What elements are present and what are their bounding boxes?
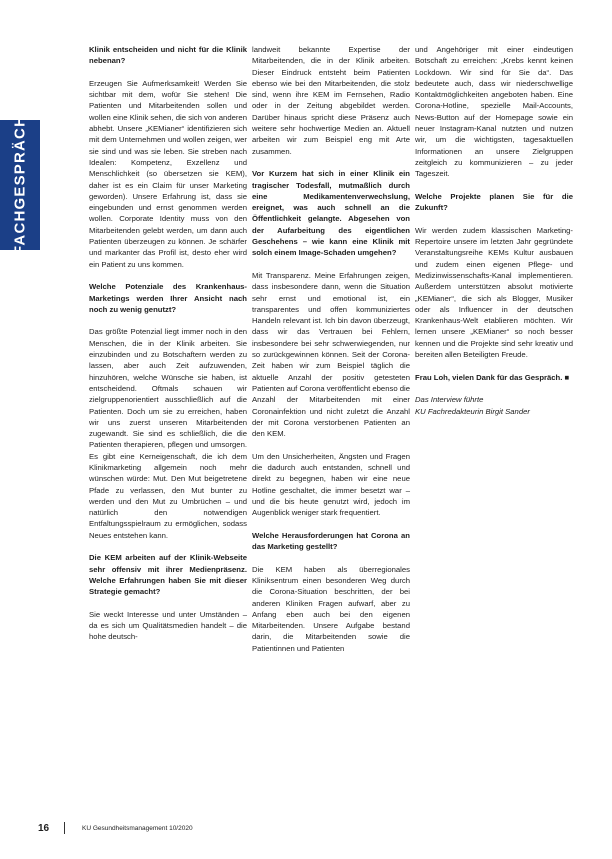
interview-question: Frau Loh, vielen Dank für das Gespräch. ■ [415, 372, 570, 382]
answer-paragraph: Erzeugen Sie Aufmerksamkeit! Werden Sie sichtbar mit dem, wofür Sie stehen! Die Patienten und Mitarbeitenden sollen und wollen eine Klinik sehen, die sich von anderen abhebt. Unsere „KEMianer“ identifizieren sich mit dem Unternehmen und wollen zeigen, wer sie sind und was sie leben. Sie streben nach Idealen: Kompetenz, Exzellenz und Menschlichkeit (so übersetzen sie KEM), daher ist es ein Claim für unser Marketing geworden). Unsere Erfahrung ist, dass sie eingebunden und ernst genommen werden wollen. Corporate Identity muss von den Mitarbeitenden gelebt werden, um dann auch Patienten überzeugen zu können. Je schärfer und markanter das Profil ist, desto eher wird ein Patient zu uns kommen. [89, 78, 247, 269]
answer-paragraph: Das größte Potenzial liegt immer noch in den Menschen, die in der Klinik arbeiten. Sie einzubinden und zu Botschaftern werden zu lassen, aber auch Zeit aufzuwenden, hinzuhören, welche Wünsche sie haben, ist entscheidend. Oftmals schauen wir zielgruppenorientiert ausschließlich auf die Patienten. Doch um sie zu erreichen, haben wir uns zuerst unseren Mitarbeitenden zugewandt. Sie sind es schließlich, die die Patienten therapieren, pflegen und umsorgen. Es gibt eine Kerneigenschaft, die ich dem Klinikmarketing allgemein noch mehr wünschen würde: Mut. Den Mut beigetretene Pfade zu verlassen, den Mut bunter zu werden und den Mut zu Umbrüchen – und natürlich den notwendigen Entfaltungsspielraum zu ermöglichen, sodass Neues entstehen kann. [89, 327, 247, 540]
interview-question: Vor Kurzem hat sich in einer Klinik ein tragischer Todesfall, mutmaßlich durch eine Medikamentenverwechslung, ereignet, was auch schnell an die Öffentlichkeit gelangte. Abgesehen von der Aufarbeitung des eigentlichen Geschehens – wie kann eine Klinik mit solch einem Image-Schaden umgehen? [252, 169, 410, 258]
article-column-3 [415, 44, 573, 417]
answer-paragraph: Mit Transparenz. Meine Erfahrungen zeigen, dass insbesondere dann, wenn die Situation sehr ernst und emotional ist, ein transparentes und offen kommuniziertes Handeln relevant ist. Ich bin davon überzeugt, dass wir das Vertrauen bei Fehlern, insbesondere bei sehr schwerwiegenden, nur so zurückgewinnen können. Seit der Corona-Zeit haben wir zum Beispiel täglich die aktuelle Anzahl der positiv getesteten Patienten auf Corona veröffentlicht ebenso die Anzahl der Mitarbeitenden mit einer Coronainfektion und nicht zuletzt die Anzahl der mit Corona verstorbenen Patienten an den KEM. [252, 270, 410, 439]
publication-source: KU Gesundheitsmanagement 10/2020 [82, 825, 193, 832]
answer-paragraph: und Angehöriger mit einer eindeutigen Botschaft zu erreichen: „Krebs kennt keinen Lockdown. Wir sind für Sie da“. Das bedeutete auch, dass wir niederschwellige Kontaktmöglichkeiten angeboten haben. Eine Corona-Hotline, spezielle Mail-Accounts, News-Button auf der Homepage sowie ein neuer Instagram-Kanal nutzten und nutzen wir, um die wichtigsten, tagesaktuellen Informationen an unsere Zielgruppen zeitgleich zu kommunizieren – zu jeder Tageszeit. [415, 45, 573, 179]
interview-question: Die KEM arbeiten auf der Klinik-Webseite sehr offensiv mit ihrer Medienpräsenz. Welche Erfahrungen haben Sie mit dieser Strategie gemacht? [89, 553, 247, 597]
page-footer [0, 820, 612, 840]
section-tab [0, 114, 40, 256]
interview-credit: KU Fachredakteurin Birgit Sander [415, 406, 530, 416]
interview-question: Klinik entscheiden und nicht für die Klinik nebenan? [89, 45, 247, 66]
footer-divider [64, 822, 65, 834]
interview-question: Welche Projekte planen Sie für die Zukunft? [415, 191, 573, 213]
answer-paragraph: landweit bekannte Expertise der Mitarbeitenden, die in der Klinik arbeiten. Dieser Eindruck entsteht beim Patienten ebenso wie bei den Mitarbeitenden, die stolz sind, wenn ihre KEM im Fernsehen, Radio oder in der Zeitung abgebildet werden. Darüber hinaus spricht diese Präsenz auch weitere sehr hochwertige Medien an. Aktuell arbeiten wir zum Beispiel eng mit Arte zusammen. [252, 45, 410, 156]
interview-question: Welche Herausforderungen hat Corona an das Marketing gestellt? [252, 530, 410, 552]
page-number: 16 [38, 823, 50, 834]
answer-paragraph: Sie weckt Interesse und unter Umständen – da es sich um Qualitätsmedien handelt – die hohe deutsch- [89, 609, 247, 642]
section-tab-label: FACHGESPRÄCH [11, 114, 29, 256]
article-column-1 [89, 44, 247, 654]
article-column-2 [252, 44, 410, 665]
answer-paragraph: Um den Unsicherheiten, Ängsten und Fragen die dadurch auch entstanden, schnell und direkt zu begegnen, haben wir eine neue Hotline geschaltet, die immer besetzt war – und die bis heute genutzt wird, jedoch im Augenblick weniger stark frequentiert. [252, 451, 410, 518]
interview-credit: Das Interview führte [415, 395, 484, 405]
answer-paragraph: Wir werden zudem klassischen Marketing-Repertoire unsere im letzten Jahr gegründete Veranstaltungsreihe KEMs Kultur ausbauen und zudem einen eigenen Pflege- und Medizinwissenschafts-Kanal implementieren. Außerdem unterstützen absolut motivierte „KEMianer“, die sich als Blogger, Musiker oder als Influencer in der deutschen Krankenhaus-Welt etablieren möchten. Wir lernen unsere „KEMianer“ so noch besser kennen und die Projekte sind sehr kreativ und bereiten allen Beteiligten Freude. [415, 225, 573, 360]
interview-question: Welche Potenziale des Krankenhaus-Marketings werden Ihrer Ansicht nach noch zu wenig genutzt? [89, 282, 247, 314]
answer-paragraph: Die KEM haben als überregionales Kliniksentrum einen besonderen Weg durch die Corona-Situation beschritten, der bei anderen Kliniken Fragen aufwarf, aber zu Anfang eben auch bei den eigenen Mitarbeitenden. Unsere Aufgabe bestand darin, die Mitarbeitenden sowie die Patientinnen und Patienten [252, 564, 410, 653]
